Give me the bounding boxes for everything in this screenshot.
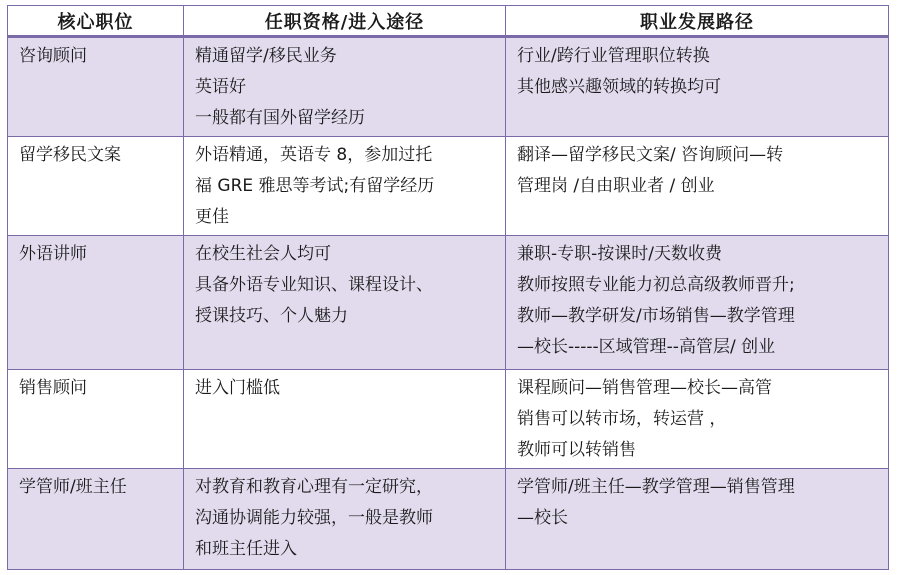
- career-path-line: 教师—教学研发/市场销售—教学管理: [517, 306, 795, 326]
- table-row: [8, 469, 889, 570]
- qualification-line: 授课技巧、个人魅力: [195, 306, 348, 326]
- table-row: [8, 236, 889, 370]
- table-row: [8, 137, 889, 236]
- qualification-line: 一般都有国外留学经历: [195, 108, 365, 128]
- header-position: 核心职位: [8, 6, 184, 37]
- qualification-line: 沟通协调能力较强，一般是教师: [195, 508, 433, 528]
- career-path-line: 销售可以转市场，转运营 ，: [517, 409, 727, 429]
- header-qualification: 任职资格/进入途径: [184, 6, 506, 37]
- career-path-cell: [506, 37, 889, 137]
- career-path-line: 兼职-专职-按课时/天数收费: [517, 244, 722, 264]
- career-path-cell: [506, 370, 889, 469]
- qualification-line: 英语好: [195, 77, 246, 97]
- qualification-cell: [184, 137, 506, 236]
- table-header-row: [8, 6, 889, 37]
- career-path-line: 行业/跨行业管理职位转换: [517, 46, 710, 66]
- career-path-cell: [506, 236, 889, 370]
- position-text: 外语讲师: [19, 244, 87, 264]
- position-text: 留学移民文案: [19, 145, 121, 165]
- header-career-path: 职业发展路径: [506, 6, 889, 37]
- position-cell: [8, 137, 184, 236]
- qualification-line: 进入门槛低: [195, 378, 280, 398]
- career-path-line: —校长: [517, 508, 568, 528]
- position-cell: [8, 469, 184, 570]
- career-path-cell: [506, 469, 889, 570]
- position-cell: [8, 236, 184, 370]
- position-text: 学管师/班主任: [19, 477, 127, 497]
- qualification-line: 更佳: [195, 207, 229, 227]
- career-path-line: 翻译—留学移民文案/ 咨询顾问—转: [517, 145, 784, 165]
- career-path-line: 教师可以转销售: [517, 440, 636, 460]
- career-path-table: [7, 5, 889, 570]
- career-path-cell: [506, 137, 889, 236]
- table-row: [8, 37, 889, 137]
- qualification-line: 对教育和教育心理有一定研究，: [195, 477, 433, 497]
- career-path-line: 管理岗 /自由职业者 / 创业: [517, 176, 715, 196]
- qualification-line: 具备外语专业知识、课程设计、: [195, 275, 433, 295]
- qualification-line: 在校生社会人均可: [195, 244, 331, 264]
- qualification-cell: [184, 37, 506, 137]
- table-row: [8, 370, 889, 469]
- qualification-cell: [184, 469, 506, 570]
- position-cell: [8, 370, 184, 469]
- career-path-line: 其他感兴趣领域的转换均可: [517, 77, 721, 97]
- qualification-line: 和班主任进入: [195, 539, 297, 559]
- qualification-line: 福 GRE 雅思等考试;有留学经历: [195, 176, 435, 196]
- career-table-container: [7, 5, 888, 570]
- career-path-line: 课程顾问—销售管理—校长—高管: [517, 378, 772, 398]
- qualification-cell: [184, 370, 506, 469]
- qualification-line: 外语精通，英语专 8，参加过托: [195, 145, 433, 165]
- career-path-line: 教师按照专业能力初总高级教师晋升;: [517, 275, 795, 295]
- qualification-line: 精通留学/移民业务: [195, 46, 337, 66]
- qualification-cell: [184, 236, 506, 370]
- position-text: 咨询顾问: [19, 46, 87, 66]
- position-text: 销售顾问: [19, 378, 87, 398]
- career-path-line: —校长-----区域管理--高管层/ 创业: [517, 337, 776, 357]
- career-path-line: 学管师/班主任—教学管理—销售管理: [517, 477, 795, 497]
- position-cell: [8, 37, 184, 137]
